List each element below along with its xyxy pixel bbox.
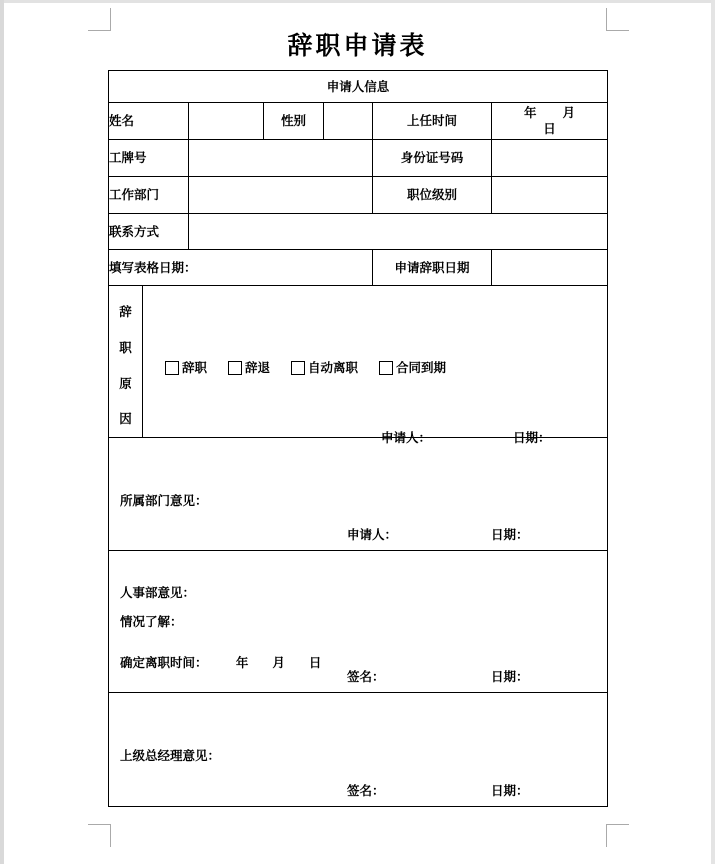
- checkbox-item-contract-expiry[interactable]: [379, 360, 446, 376]
- checkbox-icon[interactable]: [228, 361, 242, 375]
- reason-vertical-char-1: 辞: [119, 304, 132, 320]
- checkbox-icon[interactable]: [379, 361, 393, 375]
- table-row-manager-opinion: [109, 693, 608, 807]
- checkbox-label: 自动离职: [308, 359, 359, 375]
- label-department-opinion-applicant: 申请人：: [347, 527, 398, 542]
- table-row-dates: [109, 250, 608, 286]
- label-manager-signature: 签名：: [347, 783, 385, 798]
- label-hr-departure-date: 确定离职时间：: [120, 655, 208, 671]
- hr-opinion-signature-line: [109, 669, 607, 685]
- reason-checkbox-group: [143, 348, 607, 376]
- label-form-fill-date: 填写表格日期：: [109, 250, 373, 286]
- label-contact: 联系方式: [109, 214, 189, 250]
- page-edge-right: [711, 0, 715, 864]
- checkbox-label: 合同到期: [396, 359, 447, 375]
- table-row-reason: [109, 286, 608, 438]
- reason-vertical-char-3: 原: [119, 375, 132, 391]
- hr-departure-day-label: 日: [308, 655, 322, 671]
- table-row-hr-opinion: [109, 551, 608, 693]
- checkbox-icon[interactable]: [291, 361, 305, 375]
- start-date-year-label: 年: [523, 105, 537, 121]
- page-title: 辞职申请表: [287, 31, 428, 60]
- reason-content-cell: [143, 286, 608, 445]
- input-gender[interactable]: [324, 103, 373, 140]
- checkbox-item-resign[interactable]: [165, 360, 207, 376]
- label-gender: 性别: [264, 103, 324, 140]
- hr-departure-year-label: 年: [235, 655, 249, 671]
- table-row-name: [109, 103, 608, 140]
- label-manager-date: 日期：: [491, 783, 529, 798]
- reason-vertical-char-4: 因: [119, 411, 132, 427]
- department-opinion-signature-line: [109, 527, 607, 543]
- manager-opinion-signature-line: [109, 783, 607, 799]
- page-edge-top: [0, 0, 715, 3]
- resignation-form-table: [108, 70, 608, 807]
- label-position-level: 职位级别: [373, 177, 492, 214]
- table-row-department: [109, 177, 608, 214]
- input-contact[interactable]: [189, 214, 608, 250]
- hr-opinion-cell[interactable]: [109, 551, 608, 693]
- table-row-badge: [109, 140, 608, 177]
- label-id-number: 身份证号码: [373, 140, 492, 177]
- input-start-date[interactable]: [492, 103, 608, 140]
- label-department-opinion-date: 日期：: [491, 527, 529, 542]
- start-date-month-label: 月: [562, 105, 576, 121]
- label-manager-opinion-title: 上级总经理意见：: [120, 748, 221, 764]
- input-resign-apply-date[interactable]: [492, 250, 608, 286]
- manager-opinion-cell[interactable]: [109, 693, 608, 807]
- label-hr-opinion-subtitle: 情况了解：: [120, 613, 183, 629]
- label-badge-no: 工牌号: [109, 140, 189, 177]
- label-department: 工作部门: [109, 177, 189, 214]
- label-hr-signature: 签名：: [347, 669, 385, 684]
- label-reason-date: 日期：: [513, 430, 551, 445]
- table-row-section-header: [109, 71, 608, 103]
- table-row-department-opinion: [109, 438, 608, 551]
- hr-departure-date-line: [109, 629, 607, 671]
- input-badge-no[interactable]: [189, 140, 373, 177]
- hr-departure-month-label: 月: [272, 655, 285, 671]
- department-opinion-cell[interactable]: [109, 438, 608, 551]
- checkbox-item-auto-departure[interactable]: [291, 360, 358, 376]
- input-department[interactable]: [189, 177, 373, 214]
- input-id-number[interactable]: [492, 140, 608, 177]
- checkbox-item-dismissal[interactable]: [228, 360, 270, 376]
- label-department-opinion-title: 所属部门意见：: [120, 492, 208, 508]
- label-start-date: 上任时间: [373, 103, 492, 140]
- label-name: 姓名: [109, 103, 189, 140]
- input-position-level[interactable]: [492, 177, 608, 214]
- label-reason-vertical: [109, 286, 143, 438]
- checkbox-label: 辞退: [245, 359, 271, 375]
- label-hr-opinion-title: 人事部意见：: [120, 585, 196, 601]
- table-row-contact: [109, 214, 608, 250]
- checkbox-label: 辞职: [182, 359, 208, 375]
- input-name[interactable]: [189, 103, 264, 140]
- label-resign-apply-date: 申请辞职日期: [373, 250, 492, 286]
- start-date-day-label: 日: [543, 121, 556, 136]
- label-reason-applicant: 申请人：: [381, 430, 432, 445]
- crop-mark-bottom-left: [88, 824, 111, 847]
- crop-mark-bottom-right: [606, 824, 629, 847]
- label-hr-date: 日期：: [491, 669, 529, 684]
- checkbox-icon[interactable]: [165, 361, 179, 375]
- section-header-applicant-info: 申请人信息: [109, 71, 608, 103]
- reason-vertical-char-2: 职: [119, 339, 132, 355]
- page-edge-left: [0, 0, 4, 864]
